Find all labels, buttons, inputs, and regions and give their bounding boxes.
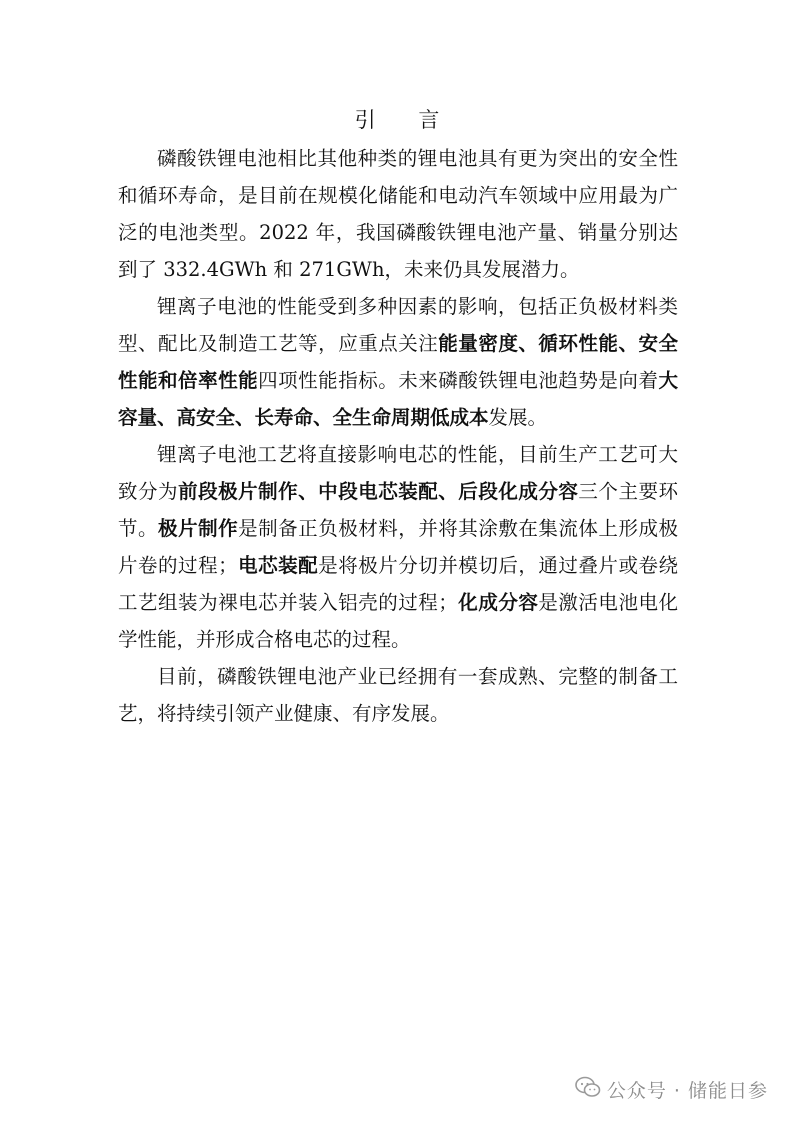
paragraph-2-text: 四项性能指标。未来磷酸铁锂电池趋势是向着	[258, 369, 659, 392]
paragraph-3-bold: 电芯装配	[237, 554, 319, 577]
document-body	[118, 140, 678, 732]
wechat-icon	[575, 1076, 601, 1103]
paragraph-2-text: 锂离子电池的性能受到多种因素的影响，包括正负极材料类型、配比及制造工艺等，应重点关注	[118, 295, 678, 355]
paragraph-2-bold: 能量密度、循环性能、安全性能和倍率性能	[118, 332, 678, 392]
paragraph-3-text: 锂离子电池工艺将直接影响电芯的性能，目前生产工艺可大致分为	[118, 443, 678, 503]
paragraph-4: 目前，磷酸铁锂电池产业已经拥有一套成熟、完整的制备工艺，将持续引领产业健康、有序发展。	[118, 665, 678, 725]
watermark-text: 公众号 · 储能日参	[606, 1080, 768, 1102]
paragraph-1: 磷酸铁锂电池相比其他种类的锂电池具有更为突出的安全性和循环寿命，是目前在规模化储能和电动汽车领域中应用最为广泛的电池类型。2022 年，我国磷酸铁锂电池产量、销量分别达到了 332.4GWh 和 271GWh，未来仍具发展潜力。	[118, 147, 678, 281]
paragraph-3-text: 是将极片分切并模切后，通过叠片或卷绕工艺组装为裸电芯并装入铝壳的过程；	[118, 554, 678, 614]
paragraph-3-bold: 化成分容	[457, 591, 539, 614]
paragraph-3-bold: 前段极片制作、中段电芯装配、后段化成分容	[178, 480, 579, 503]
paragraph-3-text: 是制备正负极材料，并将其涂敷在集流体上形成极片卷的过程；	[118, 517, 678, 577]
paragraph-3-text: 是激活电池电化学性能，并形成合格电芯的过程。	[118, 591, 678, 651]
paragraph-3	[118, 436, 678, 658]
watermark	[575, 1076, 768, 1103]
paragraph-2-text: 发展。	[488, 406, 548, 429]
paragraph-3-bold: 极片制作	[158, 517, 239, 540]
paragraph-3-text: 三个主要环节。	[118, 480, 678, 540]
paragraph-2	[118, 288, 678, 436]
page-title: 引 言	[354, 108, 458, 132]
paragraph-2-bold: 大容量、高安全、长寿命、全生命周期低成本	[118, 369, 678, 429]
